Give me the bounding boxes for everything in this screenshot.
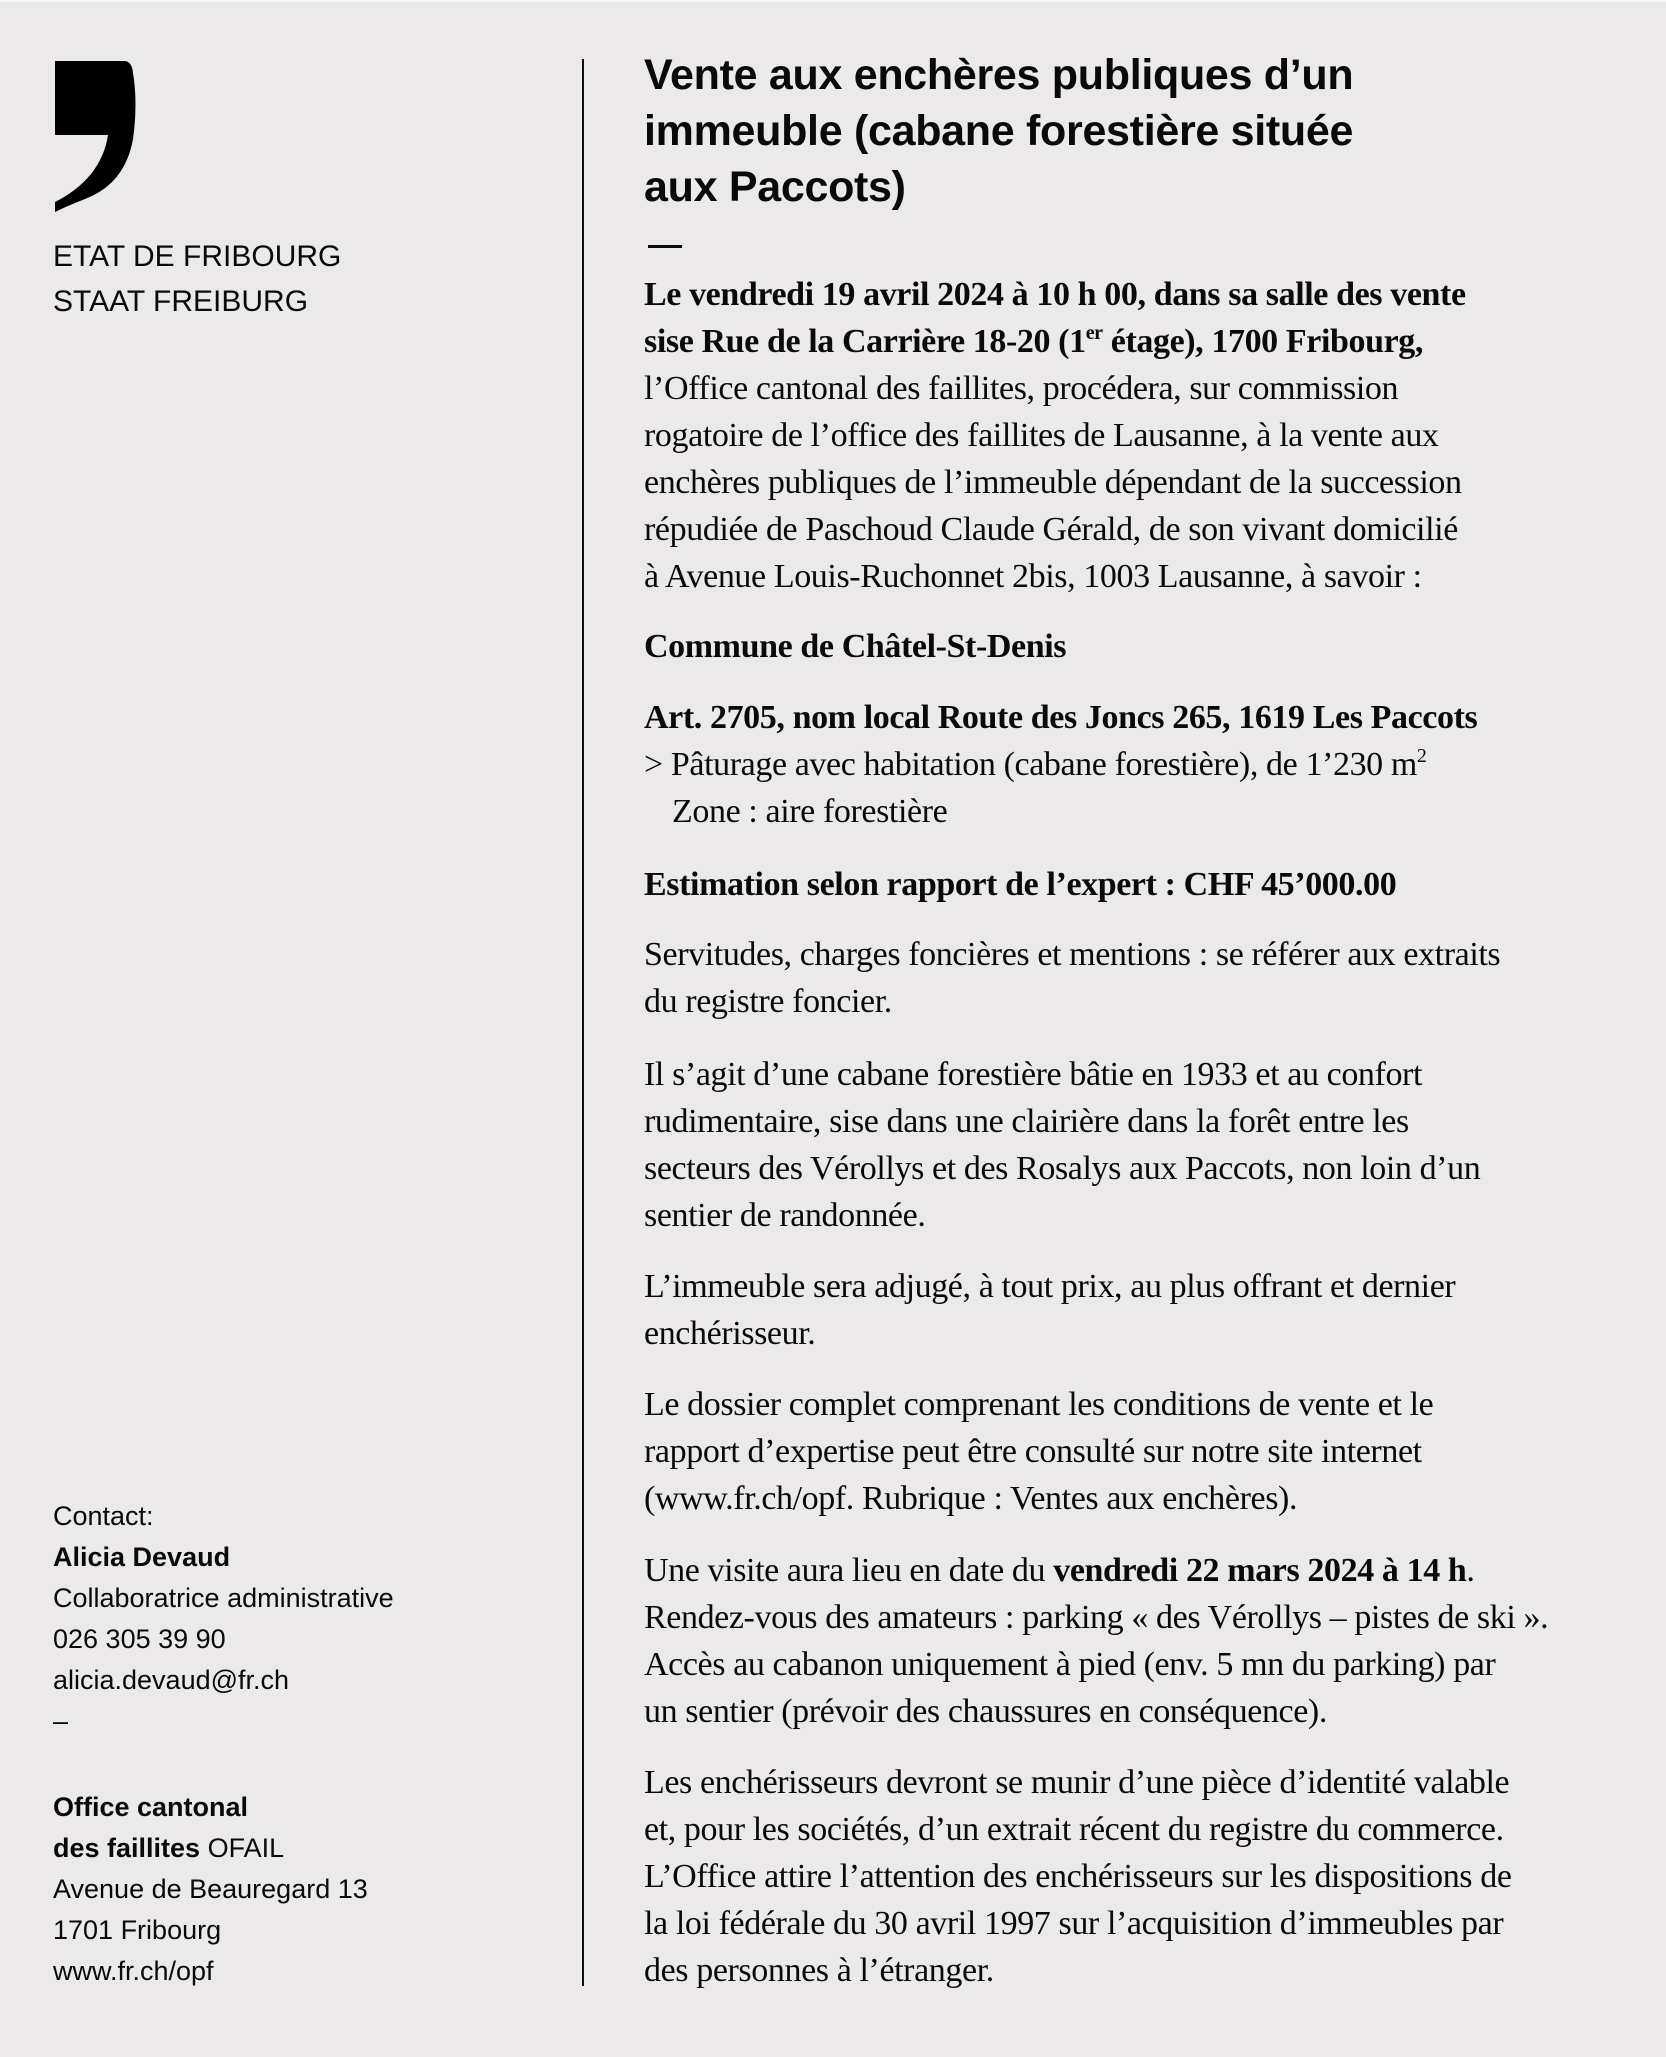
- intro-line: l’Office cantonal des faillites, procédera, sur commission: [644, 370, 1399, 407]
- adjudication-line: L’immeuble sera adjugé, à tout prix, au plus offrant et dernier: [644, 1268, 1456, 1305]
- contact-email[interactable]: alicia.devaud@fr.ch: [53, 1665, 290, 1695]
- visit-date: vendredi 22 mars 2024 à 14 h: [1053, 1552, 1467, 1589]
- description-line: Il s’agit d’une cabane forestière bâtie en 1933 et au confort: [644, 1056, 1423, 1093]
- commune-heading: Commune de Châtel-St-Denis: [644, 628, 1067, 665]
- intro-paragraph: [644, 271, 1466, 600]
- description-paragraph: [644, 1051, 1480, 1239]
- office-street: Avenue de Beauregard 13: [53, 1874, 368, 1904]
- intro-bold-line: sise Rue de la Carrière 18-20 (1: [644, 323, 1086, 360]
- intro-line: à Avenue Louis-Ruchonnet 2bis, 1003 Lausanne, à savoir :: [644, 558, 1422, 595]
- visit-line: un sentier (prévoir des chaussures en conséquence).: [644, 1693, 1327, 1730]
- title-line: Vente aux enchères publiques d’un: [644, 51, 1354, 99]
- contact-label: Contact:: [53, 1501, 154, 1531]
- dossier-line: rapport d’expertise peut être consulté sur notre site internet: [644, 1433, 1422, 1470]
- visit-line: Rendez-vous des amateurs : parking « des Vérollys – pistes de ski ».: [644, 1599, 1549, 1636]
- intro-line: répudiée de Paschoud Claude Gérald, de son vivant domicilié: [644, 511, 1458, 548]
- contact-phone[interactable]: 026 305 39 90: [53, 1624, 226, 1654]
- title-dash: [648, 245, 682, 248]
- dossier-line: (www.fr.ch/opf. Rubrique : Ventes aux enchères).: [644, 1480, 1298, 1517]
- ordinal-superscript: er: [1085, 322, 1103, 344]
- visit-paragraph: [644, 1547, 1548, 1735]
- article-heading: Art. 2705, nom local Route des Joncs 265, 1619 Les Paccots: [644, 699, 1478, 736]
- comma-logo-icon: [55, 59, 137, 212]
- bidders-line: et, pour les sociétés, d’un extrait récent du registre du commerce.: [644, 1811, 1504, 1848]
- description-line: rudimentaire, sise dans une clairière dans la forêt entre les: [644, 1103, 1409, 1140]
- intro-line: rogatoire de l’office des faillites de Lausanne, à la vente aux: [644, 417, 1439, 454]
- bidders-line: L’Office attire l’attention des enchérisseurs sur les dispositions de: [644, 1858, 1512, 1895]
- square-superscript: 2: [1416, 745, 1427, 767]
- visit-period: .: [1466, 1552, 1475, 1589]
- contact-separator: –: [53, 1706, 69, 1736]
- article-description: Pâturage avec habitation (cabane forestière), de 1’230 m: [670, 746, 1417, 783]
- estimation: Estimation selon rapport de l’expert : CHF 45’000.00: [644, 866, 1397, 903]
- visit-line: Accès au cabanon uniquement à pied (env. 5 mn du parking) par: [644, 1646, 1496, 1683]
- office-name-line2: des faillites: [53, 1833, 201, 1863]
- visit-line: Une visite aura lieu en date du: [644, 1552, 1054, 1589]
- servitudes-line: du registre foncier.: [644, 983, 892, 1020]
- article-block: [644, 694, 1477, 835]
- adjudication-line: enchérisseur.: [644, 1315, 816, 1352]
- bidders-line: des personnes à l’étranger.: [644, 1952, 994, 1989]
- bidders-line: la loi fédérale du 30 avril 1997 sur l’acquisition d’immeubles par: [644, 1905, 1504, 1942]
- office-city: 1701 Fribourg: [53, 1915, 222, 1945]
- bidders-line: Les enchérisseurs devront se munir d’une pièce d’identité valable: [644, 1764, 1510, 1801]
- organization-name-fr: ETAT DE FRIBOURG: [53, 240, 342, 273]
- contact-role: Collaboratrice administrative: [53, 1583, 394, 1613]
- bidders-paragraph: [644, 1759, 1512, 1994]
- organization-name-de: STAAT FREIBURG: [53, 285, 309, 318]
- bullet-arrow-icon: >: [644, 746, 663, 783]
- office-block: [53, 1787, 368, 1992]
- dossier-line: Le dossier complet comprenant les conditions de vente et le: [644, 1386, 1434, 1423]
- announcement-title: [644, 47, 1353, 215]
- contact-name: Alicia Devaud: [53, 1542, 231, 1572]
- description-line: sentier de randonnée.: [644, 1197, 926, 1234]
- office-website[interactable]: www.fr.ch/opf: [53, 1956, 214, 1986]
- organization-name: [53, 234, 341, 324]
- description-line: secteurs des Vérollys et des Rosalys aux Paccots, non loin d’un: [644, 1150, 1481, 1187]
- intro-bold-line: étage), 1700 Fribourg,: [1102, 323, 1423, 360]
- dossier-paragraph: [644, 1381, 1433, 1522]
- contact-block: [53, 1496, 394, 1742]
- article-zone: Zone : aire forestière: [672, 793, 948, 830]
- title-line: aux Paccots): [644, 163, 906, 211]
- column-divider: [582, 59, 584, 1986]
- office-name-line1: Office cantonal: [53, 1792, 249, 1822]
- title-line: immeuble (cabane forestière située: [644, 107, 1354, 155]
- adjudication-paragraph: [644, 1263, 1455, 1357]
- intro-bold-line: Le vendredi 19 avril 2024 à 10 h 00, dans sa salle des vente: [644, 276, 1466, 313]
- servitudes-paragraph: [644, 931, 1500, 1025]
- office-abbreviation: OFAIL: [200, 1833, 285, 1863]
- servitudes-line: Servitudes, charges foncières et mentions : se référer aux extraits: [644, 936, 1501, 973]
- intro-line: enchères publiques de l’immeuble dépendant de la succession: [644, 464, 1462, 501]
